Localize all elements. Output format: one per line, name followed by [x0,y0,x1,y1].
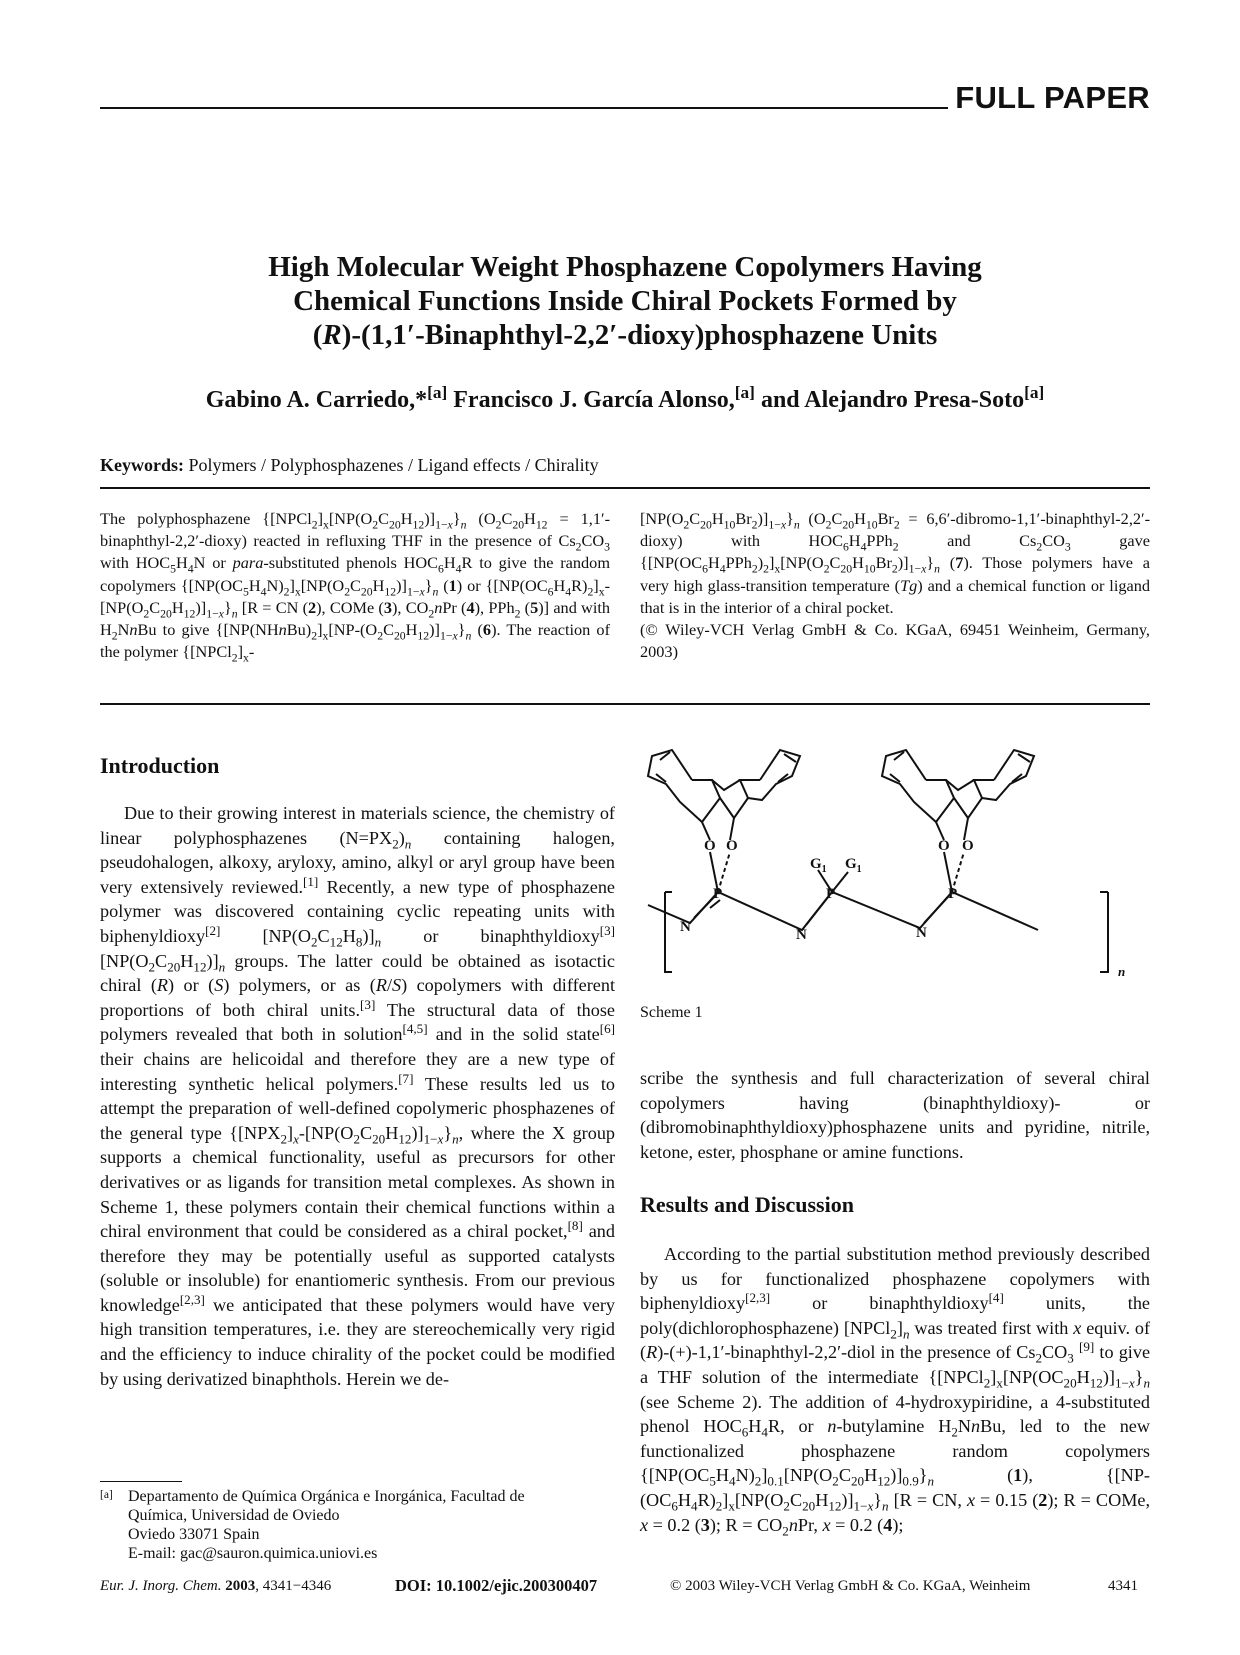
keywords-text: Polymers / Polyphosphazenes / Ligand effects / Chirality [188,455,599,475]
author-3: and Alejandro Presa-Soto [760,387,1025,413]
scheme-oxygen-label: O [962,838,974,854]
affiliation-footnote: [a] Departamento de Química Orgánica e Inorgánica, Facultad de Química, Universidad de Oviedo Oviedo 33071 Spain E-mail: gac@sauron.quimica.uniovi.es [100,1487,615,1563]
scheme-nitrogen-label: N [680,919,691,935]
introduction-text: Due to their growing interest in materials science, the chemistry of linear polyphosphazenes $(N=PX_2)_n$ containing halogen, pseudohalogen, alkoxy, aryloxy, amino, alkyl or aryl group have been very extensively reviewed.[1] Recently, a new type of phosphazene polymer was discovered containing cyclic repeating units with biphenyldioxy[2] $[NP(O_2C_{12}H_8)]_n$ or binaphthyldioxy[3] $[NP(O_2C_{20}H_{12})]_n$ groups. The latter could be obtained as isotactic chiral (R) or (S) polymers, or as (R/S) copolymers with different proportions of both chiral units.[3] The structural data of those polymers revealed that both in solution[4,5] and in the solid state[6] their chains are helicoidal and therefore they are a new type of interesting synthetic helical polymers.[7] These results led us to attempt the preparation of well-defined copolymeric phosphazenes of the general type $\{[NPX_2]_x-[NP(O_2C_{20}H_{12})]_{1-x}\}_n$, where the X group supports a chemical functionality, useful as precursors for other derivatives or as ligands for transition metal complexes. As shown in Scheme 1, these polymers contain their chemical functions within a chiral environment that could be considered as a chiral pocket,[8] and therefore they may be potentially useful as supported catalysts (soluble or insoluble) for enantiomeric synthesis. From our previous knowledge[2,3] we anticipated that these polymers would have very high transition temperatures, i.e. they are stereochemically very rigid and the efficiency to induce chirality of the pocket could be modified by using derivatized binaphthols. Herein we de- [100,803,616,1389]
abstract-copyright: (© Wiley-VCH Verlag GmbH & Co. KGaA, 69451 Weinheim, Germany, 2003) [640,620,1150,662]
title-line-1: High Molecular Weight Phosphazene Copolymers Having [268,251,982,283]
footer-copyright: © 2003 Wiley-VCH Verlag GmbH & Co. KGaA, Weinheim [670,1578,1031,1594]
abstract-left: The polyphosphazene $\{[NPCl_2]_x[NP(O_2C_{20}H_{12})]_{1-x}\}_n$ ($O_2C_{20}H_{12}$ = 1,1′-binaphthyl-2,2′-dioxy) reacted in refluxing THF in the presence of $Cs_2CO_3$ with $HOC_5H_4N$ or para-substituted phenols $HOC_6H_4R$ to give the random copolymers $\{[NP(OC_5H_4N)_2]_x[NP(O_2C_{20}H_{12})]_{1-x}\}_n$ (1) or $\{[NP(OC_6H_4R)_2]_x-[NP(O_2C_{20}H_{12})]_{1-x}\}_n$ [R = CN (2), COMe (3), $CO_2nPr$ (4), PPh$_2$ (5)] and with $H_2NnBu$ to give $\{[NP(NHnBu)_2]_x[NP-(O_2C_{20}H_{12})]_{1-x}\}_n$ (6). The reaction of the polymer {$[NPCl_2]_x-$ [100,509,611,665]
footnote-line: Oviedo 33071 Spain [128,1526,260,1543]
author-2: Francisco J. García Alonso, [453,387,735,413]
journal-name: Eur. J. Inorg. Chem. [100,1578,222,1594]
scheme-phosphorus-label: P [948,886,958,902]
author-list [100,383,1150,414]
scheme-nitrogen-label: N [796,927,807,943]
title-line-3: (R)-(1,1′-Binaphthyl-2,2′-dioxy)phosphazene Units [312,319,938,351]
section-label: FULL PAPER [955,80,1150,115]
scheme-1-structure [630,740,1150,990]
results-text: According to the partial substitution method previously described by us for functionalized phosphazene copolymers with biphenyldioxy[2,3] or binaphthyldioxy[4] units, the poly(dichlorophosphazene) $[NPCl_2]_n$ was treated first with x equiv. of (R)-(+)-1,1′-binaphthyl-2,2′-diol in the presence of $Cs_2CO_3$ [9] to give a THF solution of the intermediate $\{[NPCl_2]_x[NP(OC_{20}H_{12})]_{1-x}\}_n$ (see Scheme 2). The addition of 4-hydroxypiridine, a 4-substituted phenol $HOC_6H_4R$, or n-butylamine $H_2NnBu$, led to the new functionalized phosphazene random copolymers $\{[NP(OC_5H_4N)_2]_{0.1}[NP(O_2C_{20}H_{12})]_{0.9}\}_n$ (1), $\{[NP-(OC_6H_4R)_2]_x[NP(O_2C_{20}H_{12})]_{1-x}\}_n$ [R = CN, x = 0.15 (2); R = COMe, x = 0.2 (3); $R = CO_2nPr$, x = 0.2 (4); [640,1244,1151,1539]
scheme-oxygen-label: O [704,838,716,854]
title-line-2: Chemical Functions Inside Chiral Pockets Formed by [293,285,957,317]
footnote-line: Departamento de Química Orgánica e Inorgánica, Facultad de [128,1488,525,1505]
section-heading-results: Results and Discussion [640,1192,854,1217]
scheme-oxygen-label: O [726,838,738,854]
footer-doi[interactable]: DOI: 10.1002/ejic.200300407 [395,1576,598,1595]
scheme-oxygen-label: O [938,838,950,854]
scheme-g1-label: $G_1$ [810,856,827,875]
article-title [100,250,1150,352]
affiliation-marker: [a] [1024,383,1045,402]
affiliation-marker: [a] [734,383,755,402]
author-1: Gabino A. Carriedo,* [205,387,428,413]
footnote-rule [100,1481,182,1482]
journal-pages: , 4341−4346 [255,1578,332,1594]
scheme-caption: Scheme 1 [640,1004,703,1021]
abstract-bottom-rule [100,703,1150,705]
introduction-continued: scribe the synthesis and full characterization of several chiral copolymers having (binaphthyldioxy)- or (dibromobinaphthyldioxy)phosphazene units and pyridine, nitrile, ketone, ester, phosphane or amine functions. [640,1068,1150,1162]
scheme-phosphorus-label: P [826,886,836,902]
abstract-right: $[NP(O_2C_{20}H_{10}Br_2)]_{1-x}\}_n$ ($O_2C_{20}H_{10}Br_2$ = 6,6′-dibromo-1,1′-binaphthyl-2,2′-dioxy) with $HOC_6H_4PPh_2$ and $Cs_2CO_3$ gave $\{[NP(OC_6H_4PPh_2)_2]_x[NP(O_2C_{20}H_{10}Br_2)]_{1-x}\}_n$ (7). Those polymers have a very high glass-transition temperature (Tg) and a chemical function or ligand that is in the interior of a chiral pocket. (© Wiley-VCH Verlag GmbH & Co. KGaA, 69451 Weinheim, Germany, 2003) [640,509,1151,662]
footer-citation [100,1578,331,1595]
section-heading-introduction: Introduction [100,753,220,778]
scheme-repeat-index: n [1118,964,1126,979]
scheme-nitrogen-label: N [916,925,927,941]
scheme-g1-label: $G_1$ [845,856,862,875]
page-number: 4341 [1108,1578,1138,1594]
abstract-top-rule [100,487,1150,489]
journal-year: 2003 [225,1578,256,1594]
footnote-email: E-mail: gac@sauron.quimica.uniovi.es [128,1545,378,1562]
keywords-label: Keywords: [100,455,184,475]
scheme-phosphorus-label: P [713,886,723,902]
footnote-line: Química, Universidad de Oviedo [128,1507,340,1524]
keywords [100,455,599,476]
header-rule [100,107,948,109]
affiliation-marker: [a] [427,383,448,402]
